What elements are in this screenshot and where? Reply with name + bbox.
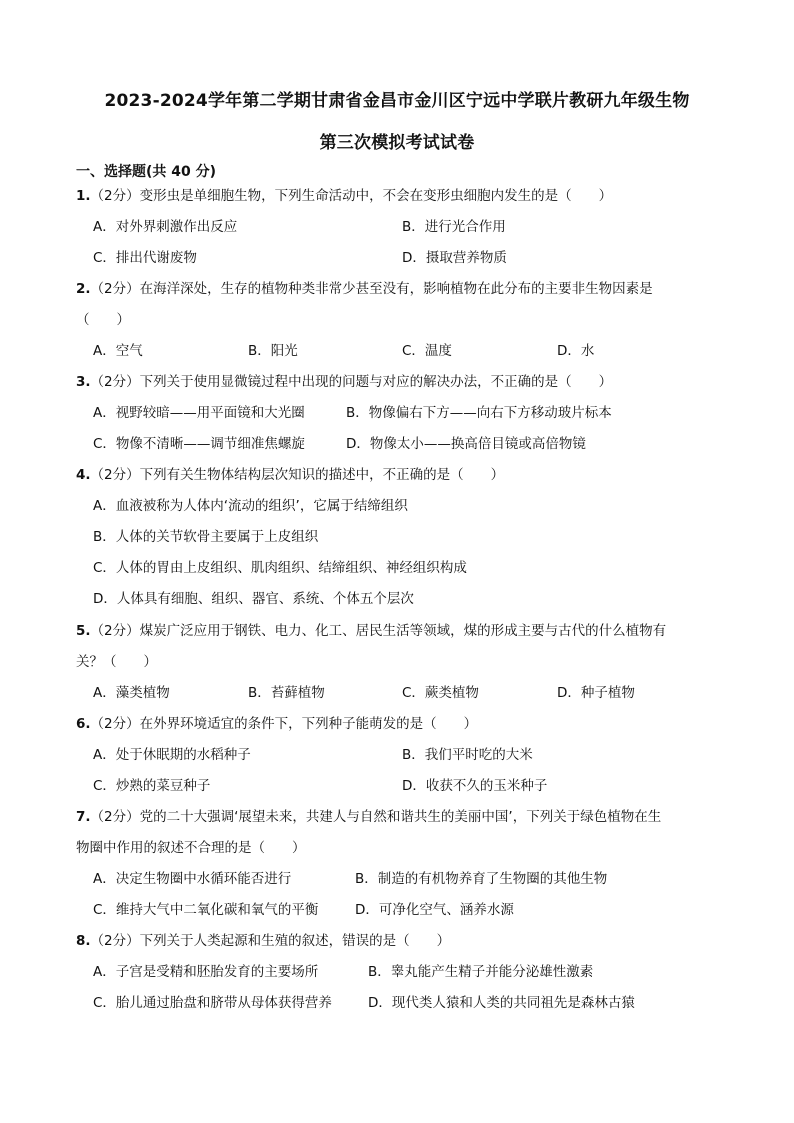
option-a[interactable]: A．对外界刺激作出反应 bbox=[93, 219, 238, 235]
option-a[interactable]: A．血液被称为人体内‘流动的组织’，它属于结缔组织 bbox=[93, 498, 408, 514]
options-row bbox=[76, 336, 736, 367]
option-b[interactable]: B．进行光合作用 bbox=[402, 219, 506, 235]
question-text: 煤炭广泛应用于钢铁、电力、化工、居民生活等领域，煤的形成主要与古代的什么植物有 bbox=[139, 623, 667, 639]
options-row bbox=[76, 243, 736, 274]
question-text: 在海洋深处，生存的植物种类非常少甚至没有，影响植物在此分布的主要非生物因素是 bbox=[139, 281, 653, 297]
question-stem bbox=[76, 802, 736, 833]
question-points: （2分） bbox=[90, 809, 140, 825]
option-b[interactable]: B．苔藓植物 bbox=[248, 685, 325, 701]
option-c[interactable]: C．炒熟的菜豆种子 bbox=[93, 778, 211, 794]
option-a[interactable]: A．藻类植物 bbox=[93, 685, 170, 701]
options-row bbox=[76, 522, 736, 553]
question-text: 在外界环境适宜的条件下，下列种子能萌发的是（ ） bbox=[139, 716, 478, 732]
question-stem bbox=[76, 926, 736, 957]
question-points: （2分） bbox=[90, 467, 140, 483]
question-points: （2分） bbox=[90, 933, 140, 949]
question-number: 8. bbox=[76, 933, 91, 949]
question-5 bbox=[76, 616, 736, 709]
option-b[interactable]: B．我们平时吃的大米 bbox=[402, 747, 533, 763]
question-number: 2. bbox=[76, 281, 91, 297]
option-b[interactable]: B．制造的有机物养育了生物圈的其他生物 bbox=[355, 871, 608, 887]
option-c[interactable]: C．蕨类植物 bbox=[402, 685, 479, 701]
question-1 bbox=[76, 181, 736, 274]
question-points: （2分） bbox=[90, 281, 140, 297]
question-8 bbox=[76, 926, 736, 1019]
question-stem bbox=[76, 274, 736, 305]
options-row bbox=[76, 895, 736, 926]
option-a[interactable]: A．决定生物圈中水循环能否进行 bbox=[93, 871, 292, 887]
question-2 bbox=[76, 274, 736, 367]
options-row bbox=[76, 212, 736, 243]
question-number: 3. bbox=[76, 374, 91, 390]
option-d[interactable]: D．现代类人猿和人类的共同祖先是森林古猿 bbox=[368, 995, 635, 1011]
question-text-cont: 关？（ ） bbox=[76, 654, 157, 670]
option-a[interactable]: A．视野较暗——用平面镜和大光圈 bbox=[93, 405, 305, 421]
option-a[interactable]: A．子宫是受精和胚胎发育的主要场所 bbox=[93, 964, 319, 980]
options-row bbox=[76, 988, 736, 1019]
question-points: （2分） bbox=[90, 716, 140, 732]
options-row bbox=[76, 771, 736, 802]
option-a[interactable]: A．处于休眠期的水稻种子 bbox=[93, 747, 251, 763]
option-d[interactable]: D．种子植物 bbox=[557, 685, 635, 701]
options-row bbox=[76, 553, 736, 584]
question-3 bbox=[76, 367, 736, 460]
options-row bbox=[76, 584, 736, 615]
option-d[interactable]: D．水 bbox=[557, 343, 595, 359]
question-text-cont: （ ） bbox=[76, 312, 130, 328]
exam-title-line1: 2023-2024学年第二学期甘肃省金昌市金川区宁远中学联片教研九年级生物 bbox=[104, 91, 690, 111]
question-stem bbox=[76, 460, 736, 491]
option-b[interactable]: B．物像偏右下方——向右下方移动玻片标本 bbox=[346, 405, 612, 421]
option-c[interactable]: C．物像不清晰——调节细准焦螺旋 bbox=[93, 436, 305, 452]
question-text: 下列关于人类起源和生殖的叙述，错误的是（ ） bbox=[139, 933, 451, 949]
option-c[interactable]: C．维持大气中二氧化碳和氧气的平衡 bbox=[93, 902, 319, 918]
question-number: 7. bbox=[76, 809, 91, 825]
option-d[interactable]: D．人体具有细胞、组织、器官、系统、个体五个层次 bbox=[93, 591, 414, 607]
question-7 bbox=[76, 802, 736, 926]
question-points: （2分） bbox=[90, 188, 140, 204]
question-number: 1. bbox=[76, 188, 91, 204]
question-text: 下列有关生物体结构层次知识的描述中，不正确的是（ ） bbox=[139, 467, 505, 483]
question-text-cont: 物圈中作用的叙述不合理的是（ ） bbox=[76, 840, 306, 856]
option-d[interactable]: D．收获不久的玉米种子 bbox=[402, 778, 548, 794]
option-c[interactable]: C．胎儿通过胎盘和脐带从母体获得营养 bbox=[93, 995, 332, 1011]
option-c[interactable]: C．人体的胃由上皮组织、肌肉组织、结缔组织、神经组织构成 bbox=[93, 560, 467, 576]
option-c[interactable]: C．排出代谢废物 bbox=[93, 250, 197, 266]
options-row bbox=[76, 957, 736, 988]
option-d[interactable]: D．物像太小——换高倍目镜或高倍物镜 bbox=[346, 436, 586, 452]
option-a[interactable]: A．空气 bbox=[93, 343, 143, 359]
question-stem bbox=[76, 616, 736, 647]
options-row bbox=[76, 678, 736, 709]
question-4 bbox=[76, 460, 736, 615]
question-points: （2分） bbox=[90, 374, 140, 390]
question-text: 党的二十大强调‘展望未来，共建人与自然和谐共生的美丽中国’，下列关于绿色植物在生 bbox=[139, 809, 662, 825]
option-b[interactable]: B．睾丸能产生精子并能分泌雄性激素 bbox=[368, 964, 594, 980]
question-number: 5. bbox=[76, 623, 91, 639]
option-d[interactable]: D．摄取营养物质 bbox=[402, 250, 507, 266]
question-6 bbox=[76, 709, 736, 802]
option-b[interactable]: B．人体的关节软骨主要属于上皮组织 bbox=[93, 529, 319, 545]
question-stem bbox=[76, 367, 736, 398]
options-row bbox=[76, 740, 736, 771]
question-text: 下列关于使用显微镜过程中出现的问题与对应的解决办法，不正确的是（ ） bbox=[139, 374, 613, 390]
options-row bbox=[76, 491, 736, 522]
question-stem bbox=[76, 709, 736, 740]
question-number: 4. bbox=[76, 467, 91, 483]
exam-title-line2: 第三次模拟考试试卷 bbox=[319, 133, 475, 153]
question-stem bbox=[76, 181, 736, 212]
options-row bbox=[76, 429, 736, 460]
options-row bbox=[76, 864, 736, 895]
question-number: 6. bbox=[76, 716, 91, 732]
option-b[interactable]: B．阳光 bbox=[248, 343, 298, 359]
section-heading: 一、选择题(共 40 分) bbox=[76, 164, 217, 180]
option-c[interactable]: C．温度 bbox=[402, 343, 452, 359]
question-text: 变形虫是单细胞生物，下列生命活动中，不会在变形虫细胞内发生的是（ ） bbox=[139, 188, 613, 204]
options-row bbox=[76, 398, 736, 429]
question-points: （2分） bbox=[90, 623, 140, 639]
option-d[interactable]: D．可净化空气、涵养水源 bbox=[355, 902, 514, 918]
